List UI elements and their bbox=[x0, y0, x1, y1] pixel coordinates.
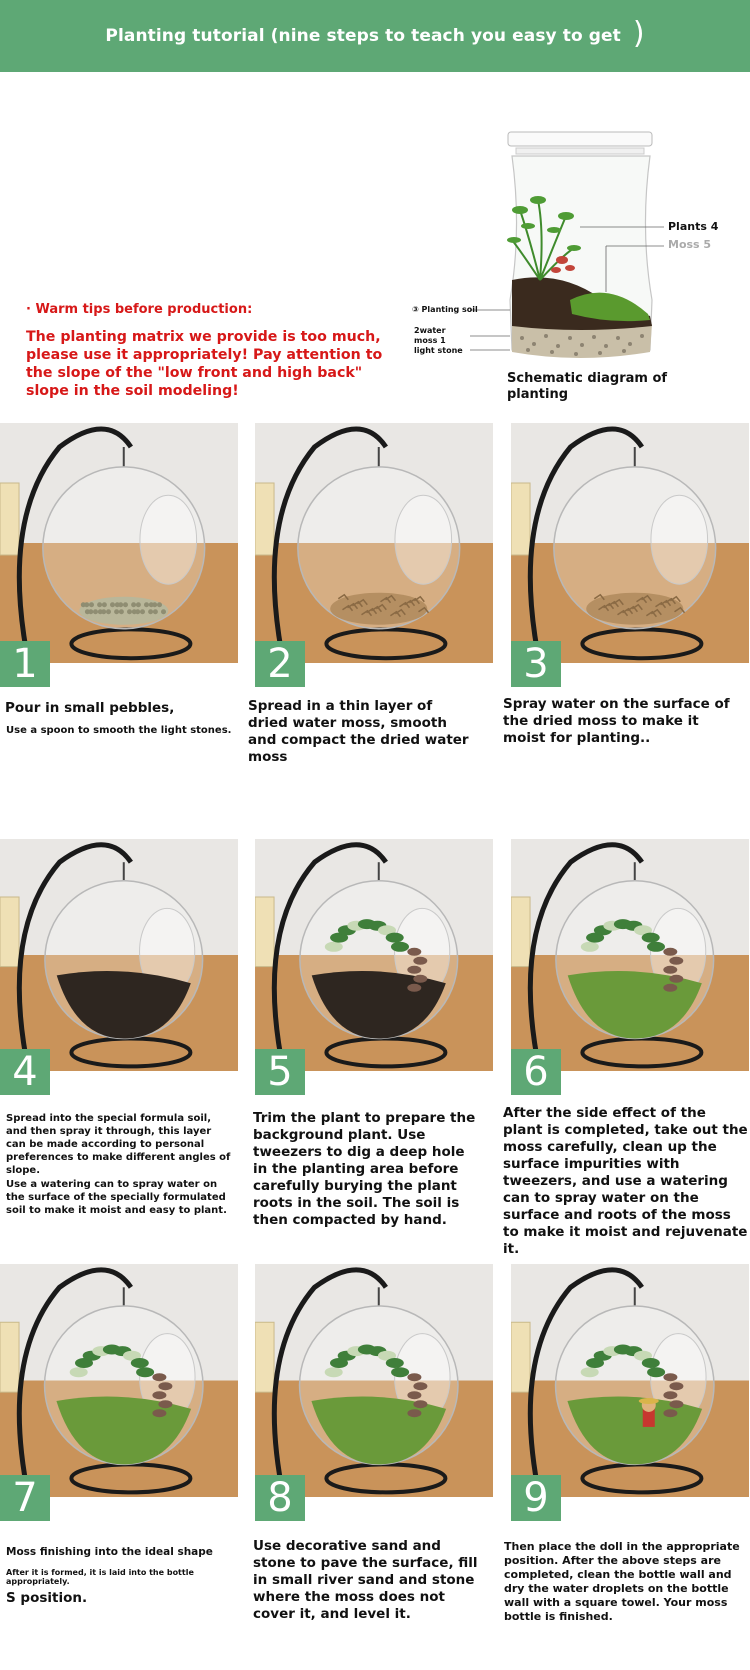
step-4-text-2: Use a watering can to spray water on the surface of the specially formulated soil to make it moist and easy to plant. bbox=[6, 1179, 227, 1216]
step-1-title: Pour in small pebbles, bbox=[5, 700, 175, 716]
title-close-paren: ) bbox=[632, 16, 645, 51]
schematic-label-plants: Plants 4 bbox=[668, 220, 719, 233]
page-title: Planting tutorial (nine steps to teach you easy to get bbox=[105, 26, 621, 46]
schematic-label-moss: Moss 5 bbox=[668, 238, 712, 251]
step-3-photo bbox=[511, 423, 749, 663]
schematic-label-soil: ③ Planting soil bbox=[412, 305, 478, 314]
schematic-label-water-moss-stone bbox=[414, 326, 463, 356]
step-8-text: Use decorative sand and stone to pave the surface, fill in small river sand and stone where the moss does not cover it, and level it. bbox=[253, 1538, 478, 1622]
step-7-title: Moss finishing into the ideal shape bbox=[6, 1546, 213, 1558]
step-6-photo bbox=[511, 839, 749, 1071]
step-4-number-badge: 4 bbox=[0, 1049, 50, 1095]
step-2-number-badge: 2 bbox=[255, 641, 305, 687]
step-5-photo bbox=[255, 839, 493, 1071]
warm-tips-body: The planting matrix we provide is too much, please use it appropriately! Pay attention to the slope of the "low front and high back" slope in the soil modeling! bbox=[26, 329, 383, 399]
step-5-number-badge: 5 bbox=[255, 1049, 305, 1095]
step-3-text: Spray water on the surface of the dried moss to make it moist for planting.. bbox=[503, 696, 730, 746]
step-1-text: Use a spoon to smooth the light stones. bbox=[6, 725, 232, 736]
step-4-text: Spread into the special formula soil, and then spray it through, this layer can be made according to personal preferences to make different angles of slope. bbox=[6, 1113, 231, 1176]
step-3-number-badge: 3 bbox=[511, 641, 561, 687]
warm-tips-heading: · Warm tips before production: bbox=[26, 302, 253, 317]
step-9-photo bbox=[511, 1264, 749, 1497]
schematic-label-water: 2water bbox=[414, 326, 446, 335]
schematic-label-light-stone: light stone bbox=[414, 346, 463, 355]
step-8-photo bbox=[255, 1264, 493, 1497]
step-7-text-2: S position. bbox=[6, 1590, 88, 1606]
step-4-photo bbox=[0, 839, 238, 1071]
step-2-text: Spread in a thin layer of dried water moss, smooth and compact the dried water moss bbox=[248, 698, 469, 765]
step-1-number-badge: 1 bbox=[0, 641, 50, 687]
step-6-number-badge: 6 bbox=[511, 1049, 561, 1095]
schematic-label-moss1: moss 1 bbox=[414, 336, 446, 345]
schematic-caption: Schematic diagram of planting bbox=[507, 371, 668, 402]
step-9-number-badge: 9 bbox=[511, 1475, 561, 1521]
step-6-text: After the side effect of the plant is completed, take out the moss carefully, clean up the surface impurities with tweezers, and use a watering can to spray water on the surface and roots of the moss to make it moist and rejuvenate it. bbox=[503, 1105, 748, 1257]
step-7-number-badge: 7 bbox=[0, 1475, 50, 1521]
step-5-text: Trim the plant to prepare the background plant. Use tweezers to dig a deep hole in the planting area before carefully burying the plant roots in the soil. The soil is then compacted by hand. bbox=[253, 1110, 476, 1228]
step-2-photo bbox=[255, 423, 493, 663]
step-8-number-badge: 8 bbox=[255, 1475, 305, 1521]
step-7-photo bbox=[0, 1264, 238, 1497]
step-1-photo bbox=[0, 423, 238, 663]
step-9-text: Then place the doll in the appropriate position. After the above steps are completed, clean the bottle wall and dry the water droplets on the bottle wall with a square towel. Your moss bottle is finished. bbox=[504, 1540, 740, 1623]
step-7-text: After it is formed, it is laid into the bottle appropriately. bbox=[6, 1568, 194, 1586]
schematic-leader-lines bbox=[0, 0, 750, 420]
